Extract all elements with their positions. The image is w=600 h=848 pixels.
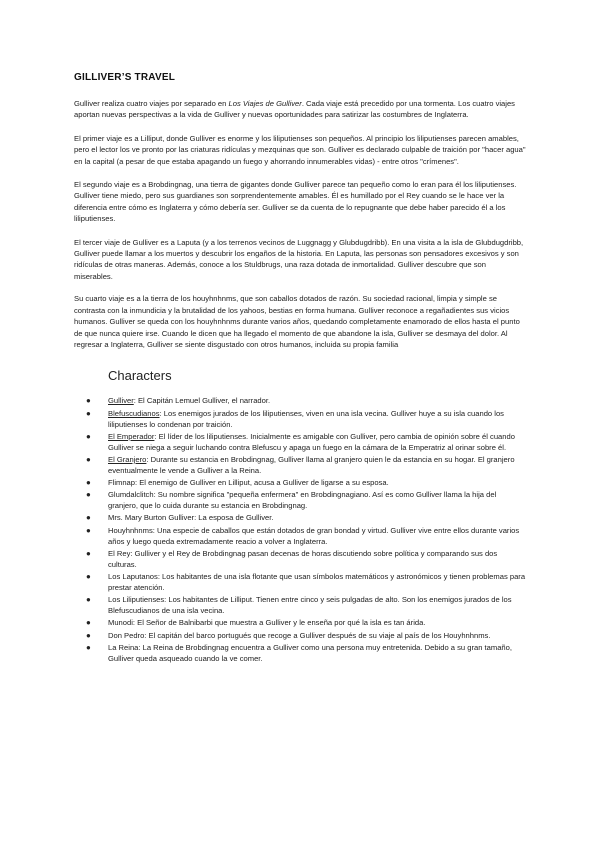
bullet-icon: ●: [86, 408, 91, 418]
list-item: [86, 477, 526, 488]
name-separator: :: [146, 454, 151, 464]
bullet-icon: ●: [86, 396, 91, 406]
list-item: [86, 642, 526, 664]
character-desc: El Capitán Lemuel Gulliver, el narrador.: [137, 396, 271, 406]
document-title: GILLIVER’S TRAVEL: [74, 72, 175, 83]
character-desc: Los Liliputienses: Los habitantes de Lilliput. Tienen entre cinco y seis pulgadas de alto. Son los enemigos jurados de los Blefuscudianos de una isla vecina.: [108, 595, 512, 616]
bullet-icon: ●: [86, 548, 91, 558]
bullet-icon: ●: [86, 642, 91, 652]
character-name: Gulliver: [108, 396, 134, 406]
list-item: [86, 489, 526, 511]
paragraph-second-voyage: El segundo viaje es a Brobdingnag, una tierra de gigantes donde Gulliver parece tan pequeño como lo eran para él los liliputienses. Gulliver tiene miedo, pero sus guardianes son sorprendentemente amables. Él es humillado por el Rey cuando se le hace ver la diferencia entre cómo es Inglaterra y cómo debería ser. Gulliver se da cuenta de lo repugnante que debe haber parecido él a los liliputienses.: [74, 180, 517, 224]
character-desc: Mrs. Mary Burton Gulliver: La esposa de Gulliver.: [108, 513, 274, 523]
bullet-icon: ●: [86, 525, 91, 535]
bullet-icon: ●: [86, 490, 91, 500]
name-separator: :: [159, 408, 164, 418]
list-item: [86, 594, 526, 616]
character-name: Blefuscudianos: [108, 408, 160, 418]
character-desc: Los enemigos jurados de los liliputienses, viven en una isla vecina. Gulliver huye a su isla cuando los liliputienses lo condenan por traición.: [108, 408, 504, 429]
character-name: El Emperador: [108, 431, 155, 441]
name-separator: :: [133, 396, 138, 406]
paragraph-third-voyage: El tercer viaje de Gulliver es a Laputa (y a los terrenos vecinos de Luggnagg y Glubdugdribb). En una visita a la isla de Glubdugdribb, Gulliver puede llamar a los muertos y descubrir los engaños de la historia. En Laputa, las personas son pensadores excesivos y son ridículas de otras maneras. Además, conoce a los Stuldbrugs, una raza dotada de inmortalidad. Gulliver descubre que son miserables.: [74, 237, 524, 281]
character-desc: Glumdalclitch: Su nombre significa "pequeña enfermera" en Brobdingnagiano. Así es como Gulliver llama la hija del granjero, que lo cuida durante su estancia en Brobdingnag.: [108, 490, 497, 511]
list-item: [86, 617, 526, 628]
bullet-icon: ●: [86, 595, 91, 605]
list-item: [86, 525, 526, 547]
characters-heading: Characters: [108, 368, 172, 384]
bullet-icon: ●: [86, 454, 91, 464]
character-desc: Los Laputanos: Los habitantes de una isla flotante que usan símbolos matemáticos y astronómicos y tienen problemas para prestar atención.: [108, 572, 526, 592]
character-desc: Flimnap: El enemigo de Gulliver en Lilliput, acusa a Gulliver de ligarse a su esposa.: [108, 478, 389, 488]
character-desc: El líder de los liliputienses. Inicialmente es amigable con Gulliver, pero cambia de opinión sobre él cuando Gulliver se niega a seguir luchando contra Blefuscu y apaga un fuego en la cámara de la Emperatriz al orinar sobre él.: [108, 431, 515, 452]
bullet-icon: ●: [86, 431, 91, 441]
list-item: [86, 454, 526, 476]
intro-paragraph: [74, 98, 526, 121]
bullet-icon: ●: [86, 513, 91, 523]
bullet-icon: ●: [86, 630, 91, 640]
character-desc: La Reina: La Reina de Brobdingnag encuentra a Gulliver como una persona muy entretenida. Debido a su gran tamaño, Gulliver queda asqueado cuando la ve comer.: [108, 642, 512, 663]
book-title: Los Viajes de Gulliver: [228, 99, 302, 108]
intro-text-after: . Cada viaje está precedido por una tormenta. Los cuatro viajes aportan nuevas perspectivas a la vida de Gulliver y nuevas oportunidades para satirizar las costumbres de Inglaterra.: [74, 99, 515, 120]
character-desc: Durante su estancia en Brobdingnag, Gulliver llama al granjero quien le da estancia en su hogar. El granjero eventualmente le vende a Gulliver a la Reina.: [108, 454, 515, 475]
document-body: [74, 72, 526, 665]
list-item: [86, 431, 526, 453]
list-item: [86, 630, 526, 641]
character-desc: Don Pedro: El capitán del barco portugués que recoge a Gulliver después de su viaje al país de los Houyhnhnms.: [108, 630, 491, 640]
list-item: [86, 408, 526, 430]
bullet-icon: ●: [86, 572, 91, 581]
character-desc: Munodi: El Señor de Balnibarbi que muestra a Gulliver y le enseña por qué la isla es tan árida.: [108, 618, 426, 628]
character-desc: Houyhnhnms: Una especie de caballos que están dotados de gran bondad y virtud. Gulliver vive entre ellos durante varios años y luego queda extremadamente reacio a volver a Inglaterra.: [108, 525, 520, 546]
list-item: [86, 548, 526, 570]
intro-text-before: Gulliver realiza cuatro viajes por separado en: [74, 99, 229, 108]
name-separator: :: [154, 431, 159, 441]
list-item: [86, 512, 526, 523]
character-name: El Granjero: [108, 454, 147, 464]
bullet-icon: ●: [86, 478, 91, 488]
list-item: [86, 571, 526, 593]
bullet-icon: ●: [86, 618, 91, 628]
paragraph-fourth-voyage: Su cuarto viaje es a la tierra de los houyhnhnms, que son caballos dotados de razón. Su sociedad racional, limpia y simple se contrasta con la inmundicia y la brutalidad de los yahoos, bestias en forma humana. Gulliver reconoce a regañadientes sus vicios humanos. Gulliver se queda con los houyhnhnms durante varios años, quedando completamente enamorado de ellos hasta el punto de que nunca quiere irse. Cuando le dicen que ha llegado el momento de que abandone la isla, Gulliver se desmaya del dolor. Al regresar a Inglaterra, Gulliver se siente disgustado con otros humanos, incluida su propia familia: [74, 294, 520, 349]
characters-list: [74, 395, 526, 663]
list-item: [86, 395, 526, 406]
paragraph-first-voyage: El primer viaje es a Lilliput, donde Gulliver es enorme y los liliputienses son pequeños. Al principio los liliputienses parecen amables, pero el lector los ve pronto por las criaturas ridículas y mezquinas que son. Gulliver es declarado culpable de traición por "hacer agua" en la capital (a pesar de que estaba apagando un fuego y ahorrando innumerables vidas) - entre otros "crímenes".: [74, 133, 526, 166]
character-desc: El Rey: Gulliver y el Rey de Brobdingnag pasan decenas de horas discutiendo sobre política y comparando sus dos culturas.: [108, 548, 498, 569]
